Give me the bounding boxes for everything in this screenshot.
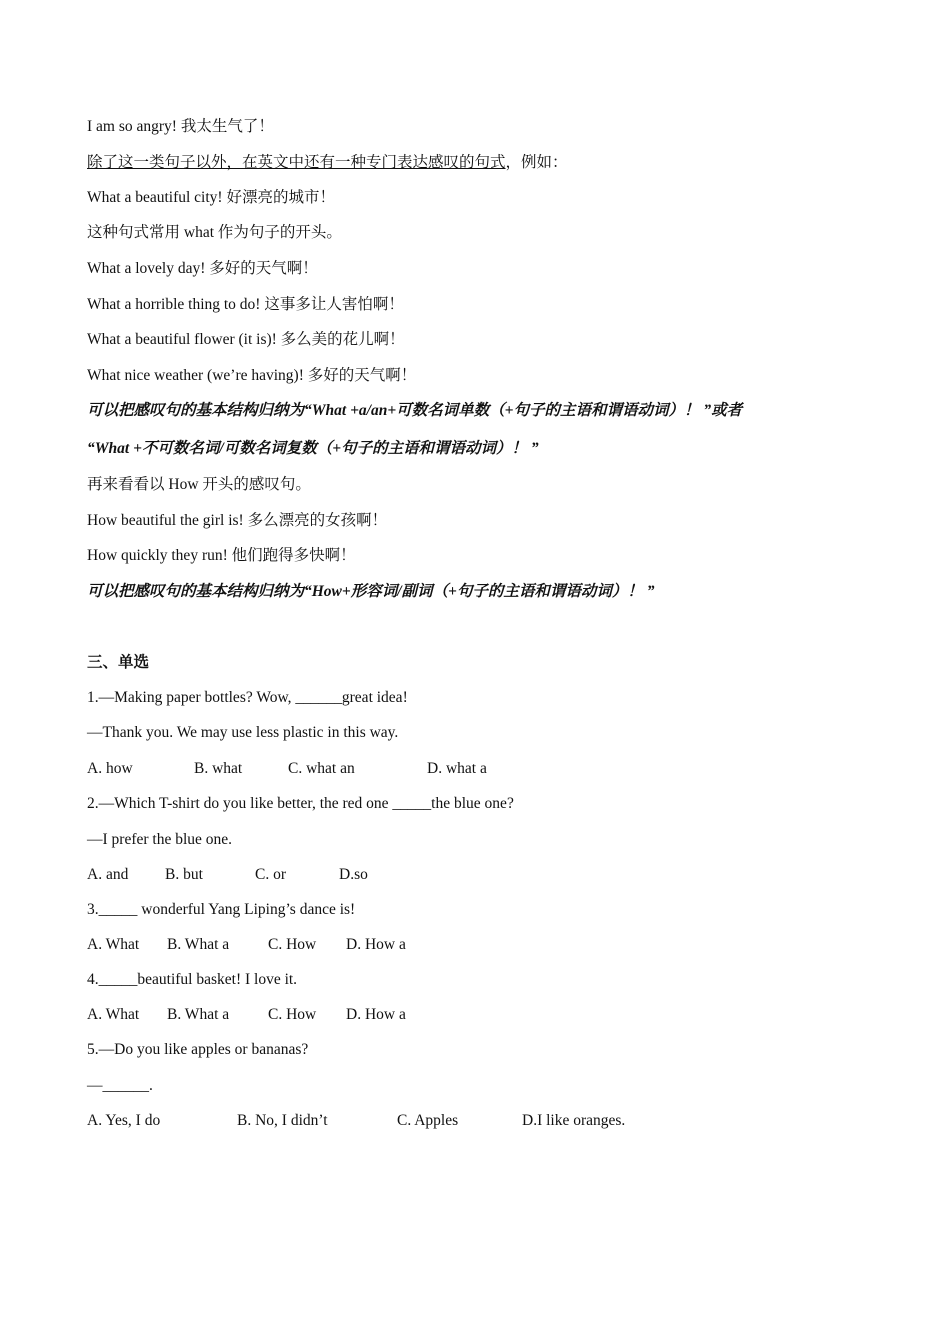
exclamation-intro-line (87, 153, 568, 173)
intro-line-end: ，例如： (505, 154, 568, 171)
example-angry: I am so angry! 我太生气了！ (87, 118, 274, 135)
underlined-text: 除了这一类句子以外，在英文中还有一种专门表达感叹的句式 (87, 154, 506, 171)
what-start-note: 这种句式常用 what 作为句子的开头。 (87, 224, 342, 241)
example-flower: What a beautiful flower (it is)! 多么美的花儿啊！ (87, 331, 405, 348)
option-b[interactable]: B. What a (167, 936, 230, 953)
option-a[interactable]: A. What (87, 1006, 140, 1023)
option-c[interactable]: C. Apples (397, 1112, 459, 1129)
option-c[interactable]: C. or (255, 866, 286, 883)
what-rule-line-2: “What +不可数名词/可数名词复数（+句子的主语和谓语动词）！ ” (87, 440, 539, 457)
option-c[interactable]: C. How (268, 1006, 317, 1023)
option-a[interactable]: A. Yes, I do (87, 1112, 161, 1129)
question-stem: 5.—Do you like apples or bananas? (87, 1041, 309, 1058)
option-d[interactable]: D. How a (346, 1006, 406, 1023)
option-c[interactable]: C. what an (288, 760, 355, 777)
option-d[interactable]: D. How a (346, 936, 406, 953)
question-stem: 4._____beautiful basket! I love it. (87, 971, 298, 988)
example-horrible-thing: What a horrible thing to do! 这事多让人害怕啊！ (87, 296, 404, 313)
question-stem: 3._____ wonderful Yang Liping’s dance is! (87, 901, 356, 918)
what-rule-line-1: 可以把感叹句的基本结构归纳为“What +a/an+可数名词单数（+句子的主语和谓语动词）！ ”或者 (87, 402, 743, 419)
option-d[interactable]: D. what a (427, 760, 487, 777)
question-stem: 1.—Making paper bottles? Wow, ______great idea! (87, 689, 408, 706)
option-d[interactable]: D.so (339, 866, 368, 883)
option-b[interactable]: B. what (194, 760, 243, 777)
option-d[interactable]: D.I like oranges. (522, 1112, 626, 1129)
option-b[interactable]: B. but (165, 866, 203, 883)
question-reply: —______. (87, 1077, 153, 1094)
example-lovely-day: What a lovely day! 多好的天气啊！ (87, 260, 318, 277)
question-reply: —Thank you. We may use less plastic in this way. (87, 724, 399, 741)
option-a[interactable]: A. how (87, 760, 133, 777)
how-rule: 可以把感叹句的基本结构归纳为“How+形容词/副词（+句子的主语和谓语动词）！ ” (87, 583, 655, 600)
section-title: 三、单选 (87, 654, 150, 671)
option-a[interactable]: A. What (87, 936, 140, 953)
example-weather: What nice weather (we’re having)! 多好的天气啊！ (87, 367, 417, 384)
example-girl: How beautiful the girl is! 多么漂亮的女孩啊！ (87, 512, 388, 529)
how-intro-note: 再来看看以 How 开头的感叹句。 (87, 476, 311, 493)
option-c[interactable]: C. How (268, 936, 317, 953)
option-b[interactable]: B. No, I didn’t (237, 1112, 328, 1129)
example-run: How quickly they run! 他们跑得多快啊！ (87, 547, 356, 564)
question-stem: 2.—Which T-shirt do you like better, the red one _____the blue one? (87, 795, 514, 812)
option-b[interactable]: B. What a (167, 1006, 230, 1023)
option-a[interactable]: A. and (87, 866, 129, 883)
example-city: What a beautiful city! 好漂亮的城市！ (87, 189, 335, 206)
question-reply: —I prefer the blue one. (87, 831, 233, 848)
